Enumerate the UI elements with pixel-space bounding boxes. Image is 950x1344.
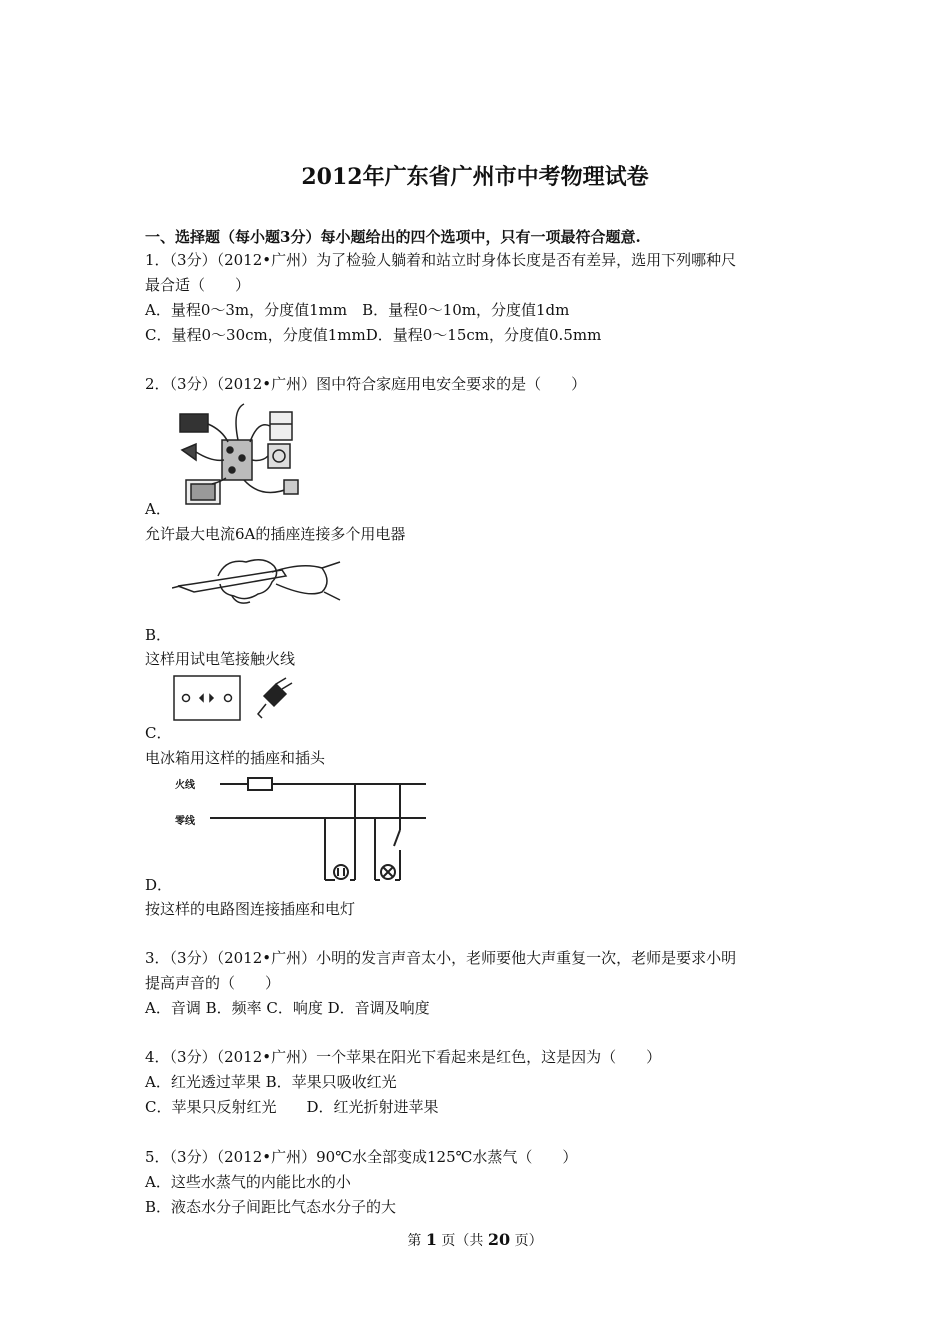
q4-stem: 4．（3分）（2012•广州）一个苹果在阳光下看起来是红色，这是因为（ ） bbox=[145, 1048, 662, 1066]
footer-suffix: 页） bbox=[510, 1233, 543, 1249]
q5-stem: 5．（3分）（2012•广州）90℃水全部变成125℃水蒸气（ ） bbox=[145, 1148, 578, 1166]
q2-option-a-letter: A． bbox=[145, 500, 171, 518]
q2-option-a-text: 允许最大电流6A的插座连接多个用电器 bbox=[145, 525, 406, 543]
q2-option-d-letter: D． bbox=[145, 876, 173, 894]
footer-page-number: 1 bbox=[425, 1230, 437, 1249]
figure-circuit-diagram bbox=[200, 770, 440, 885]
q3-stem-line2: 提高声音的（ ） bbox=[145, 974, 281, 992]
q2-option-c-text: 电冰箱用这样的插座和插头 bbox=[145, 749, 326, 767]
label-neutral-wire: 零线 bbox=[175, 816, 195, 827]
section-heading: 一、选择题（每小题3分）每小题给出的四个选项中，只有一项最符合题意. bbox=[145, 228, 641, 246]
q3-options: A．音调 B．频率 C．响度 D．音调及响度 bbox=[145, 999, 430, 1017]
footer-prefix: 第 bbox=[407, 1233, 426, 1249]
page-title: 2012年广东省广州市中考物理试卷 bbox=[301, 164, 649, 190]
q1-stem-line1: 1．（3分）（2012•广州）为了检验人躺着和站立时身体长度是否有差异，选用下列哪种尺 bbox=[145, 251, 737, 269]
q5-option-a: A．这些水蒸气的内能比水的小 bbox=[145, 1173, 351, 1191]
q2-option-b-letter: B． bbox=[145, 626, 172, 644]
q2-option-c-letter: C． bbox=[145, 724, 172, 742]
q4-options-cd: C．苹果只反射红光 D．红光折射进苹果 bbox=[145, 1098, 439, 1116]
q5-option-b: B．液态水分子间距比气态水分子的大 bbox=[145, 1198, 397, 1216]
footer-middle: 页（共 bbox=[436, 1233, 488, 1249]
q1-options-ab: A．量程0～3m，分度值1mm B．量程0～10m，分度值1dm bbox=[145, 301, 570, 319]
label-live-wire: 火线 bbox=[175, 780, 195, 791]
q1-options-cd: C．量程0～30cm，分度值1mmD．量程0～15cm，分度值0.5mm bbox=[145, 326, 602, 344]
q2-option-b-text: 这样用试电笔接触火线 bbox=[145, 650, 296, 668]
q2-option-d-text: 按这样的电路图连接插座和电灯 bbox=[145, 900, 356, 918]
q4-options-ab: A．红光透过苹果 B．苹果只吸收红光 bbox=[145, 1073, 397, 1091]
q1-stem-line2: 最合适（ ） bbox=[145, 276, 251, 294]
figure-overloaded-socket bbox=[172, 400, 312, 506]
figure-test-pen-hand bbox=[172, 552, 342, 612]
q3-stem-line1: 3．（3分）（2012•广州）小明的发言声音太小，老师要他大声重复一次，老师是要求小明 bbox=[145, 949, 737, 967]
figure-socket-plug bbox=[172, 674, 302, 724]
footer-total-pages: 20 bbox=[487, 1230, 511, 1249]
page-footer bbox=[0, 1230, 950, 1250]
q2-stem: 2．（3分）（2012•广州）图中符合家庭用电安全要求的是（ ） bbox=[145, 375, 587, 393]
